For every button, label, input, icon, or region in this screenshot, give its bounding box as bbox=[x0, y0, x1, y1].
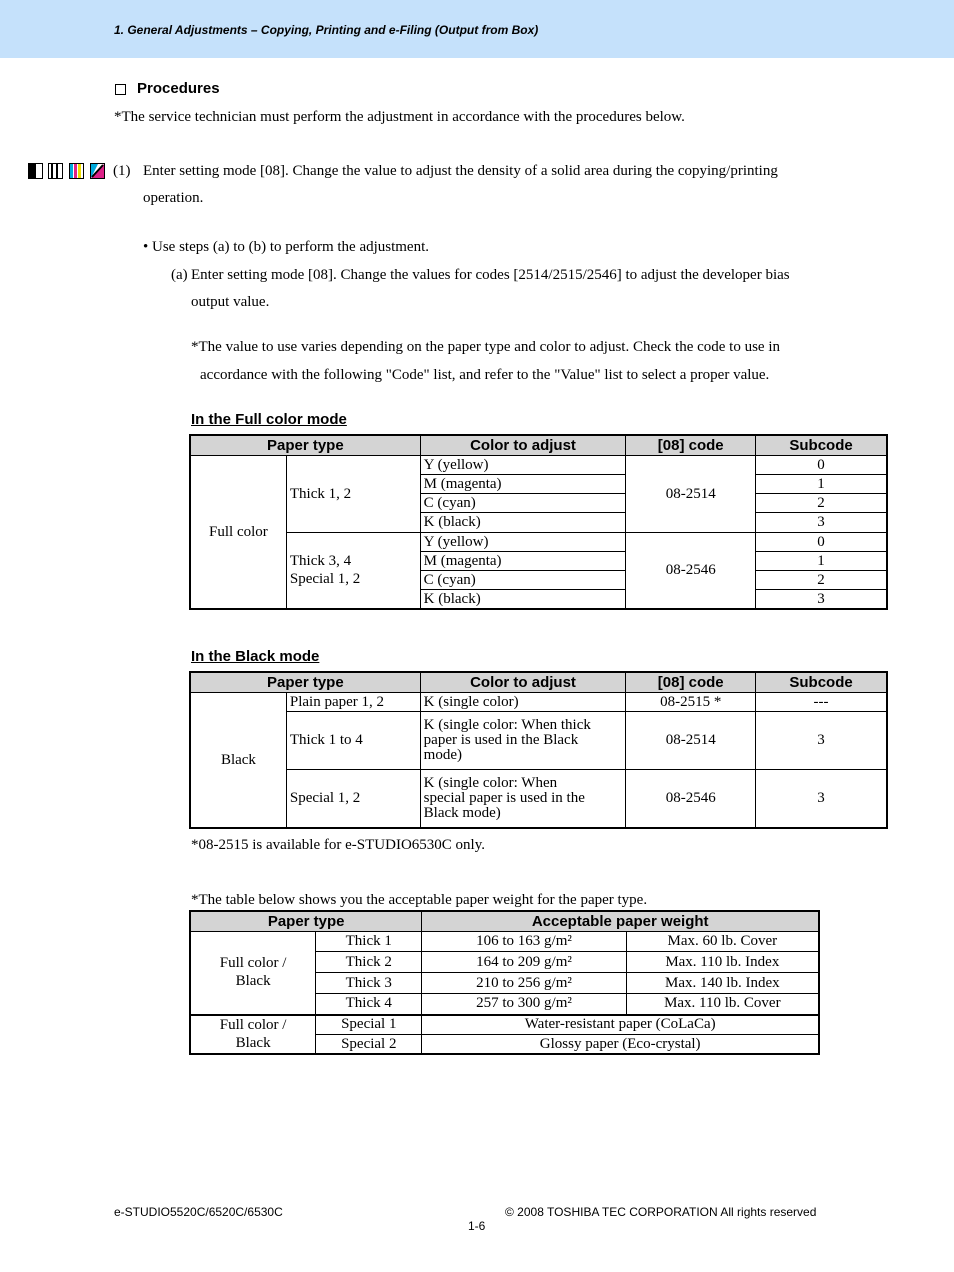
group-line: Full color / bbox=[219, 955, 287, 972]
header-acceptable-weight: Acceptable paper weight bbox=[422, 912, 819, 932]
code-cell: 08-2514 bbox=[626, 456, 756, 533]
color-line: K (single color: When bbox=[423, 775, 558, 791]
color-line: mode) bbox=[423, 747, 462, 763]
black-footnote: *08-2515 is available for e-STUDIO6530C only. bbox=[191, 837, 485, 853]
group-line: Full color / bbox=[219, 1016, 287, 1033]
value-note-line-1: *The value to use varies depending on the paper type and color to adjust. Check the code to use in bbox=[191, 339, 780, 355]
color-line: paper is used in the Black bbox=[423, 732, 579, 748]
header-subcode: Subcode bbox=[756, 436, 887, 456]
color-line: Black mode) bbox=[423, 805, 501, 821]
step-line-2: operation. bbox=[143, 190, 204, 206]
metric-weight-cell: 257 to 300 g/m² bbox=[422, 994, 626, 1015]
black-mode-heading: In the Black mode bbox=[191, 648, 320, 665]
color-line: K (single color: When thick bbox=[423, 717, 591, 733]
subcode-cell: --- bbox=[756, 693, 887, 712]
header-paper-type: Paper type bbox=[191, 436, 421, 456]
paper-cell: Thick 2 bbox=[316, 952, 422, 973]
paper-weight-table bbox=[190, 911, 819, 1054]
group-black: Black bbox=[191, 693, 287, 828]
step-line-1: Enter setting mode [08]. Change the value to adjust the density of a solid area during the copying/printing bbox=[143, 163, 778, 179]
weight-intro: *The table below shows you the acceptable paper weight for the paper type. bbox=[191, 892, 648, 908]
paper-cell: Thick 1 bbox=[316, 932, 422, 952]
color-cell: Y (yellow) bbox=[420, 456, 626, 475]
header-code: [08] code bbox=[626, 673, 756, 693]
imperial-weight-cell: Max. 110 lb. Index bbox=[626, 952, 818, 973]
color-cell: M (magenta) bbox=[420, 475, 626, 494]
color-cell: C (cyan) bbox=[420, 494, 626, 513]
footer-model: e-STUDIO5520C/6520C/6530C bbox=[114, 1205, 283, 1219]
code-cell: 08-2546 bbox=[626, 770, 756, 828]
footer-page-number: 1-6 bbox=[468, 1219, 486, 1233]
header-title: 1. General Adjustments – Copying, Printing and e-Filing (Output from Box) bbox=[114, 23, 539, 37]
color-mode-icons bbox=[28, 163, 110, 179]
paper-thick-1-2: Thick 1, 2 bbox=[286, 456, 420, 533]
substep-a-label: (a) bbox=[171, 267, 188, 283]
color-cell: M (magenta) bbox=[420, 552, 626, 571]
paper-cell: Special 2 bbox=[316, 1035, 422, 1054]
footer-copyright: © 2008 TOSHIBA TEC CORPORATION All rights reserved bbox=[505, 1205, 817, 1219]
color-cell bbox=[420, 712, 626, 770]
substep-a-line-2: output value. bbox=[191, 294, 270, 310]
paper-line: Special 1, 2 bbox=[289, 571, 361, 587]
procedures-heading: Procedures bbox=[137, 80, 220, 97]
color-cell: K (black) bbox=[420, 590, 626, 609]
header-subcode: Subcode bbox=[756, 673, 887, 693]
header-code: [08] code bbox=[626, 436, 756, 456]
code-cell: 08-2514 bbox=[626, 712, 756, 770]
paper-cell: Thick 1 to 4 bbox=[286, 712, 420, 770]
subcode-cell: 1 bbox=[756, 552, 887, 571]
header-paper-type: Paper type bbox=[191, 673, 421, 693]
metric-weight-cell: 164 to 209 g/m² bbox=[422, 952, 626, 973]
subcode-cell: 0 bbox=[756, 533, 887, 552]
header-color-to-adjust: Color to adjust bbox=[420, 436, 626, 456]
value-note-line-2: accordance with the following "Code" list, and refer to the "Value" list to select a proper value. bbox=[200, 367, 770, 383]
code-cell: 08-2515 * bbox=[626, 693, 756, 712]
subcode-cell: 3 bbox=[756, 590, 887, 609]
imperial-weight-cell: Max. 140 lb. Index bbox=[626, 973, 818, 994]
subcode-cell: 3 bbox=[756, 712, 887, 770]
color-cell: K (single color) bbox=[420, 693, 626, 712]
paper-thick-3-4-special bbox=[286, 533, 420, 609]
header-paper-type: Paper type bbox=[191, 912, 422, 932]
mode-icon-strip bbox=[28, 163, 110, 179]
checkbox-bullet-icon bbox=[115, 84, 126, 95]
special-weight-cell: Water-resistant paper (CoLaCa) bbox=[422, 1015, 819, 1035]
paper-cell: Thick 4 bbox=[316, 994, 422, 1015]
paper-cell: Thick 3 bbox=[316, 973, 422, 994]
color-cell: C (cyan) bbox=[420, 571, 626, 590]
special-weight-cell: Glossy paper (Eco-crystal) bbox=[422, 1035, 819, 1054]
full-color-table bbox=[190, 435, 887, 609]
color-cell bbox=[420, 770, 626, 828]
color-cell: Y (yellow) bbox=[420, 533, 626, 552]
subcode-cell: 2 bbox=[756, 494, 887, 513]
subcode-cell: 0 bbox=[756, 456, 887, 475]
group-full-color: Full color bbox=[191, 456, 287, 609]
paper-cell: Special 1, 2 bbox=[286, 770, 420, 828]
black-mode-table bbox=[190, 672, 887, 828]
subcode-cell: 3 bbox=[756, 513, 887, 533]
metric-weight-cell: 210 to 256 g/m² bbox=[422, 973, 626, 994]
substep-a-line-1: Enter setting mode [08]. Change the values for codes [2514/2515/2546] to adjust the developer bias bbox=[191, 267, 790, 283]
bullet-steps: • Use steps (a) to (b) to perform the adjustment. bbox=[143, 239, 430, 255]
imperial-weight-cell: Max. 60 lb. Cover bbox=[626, 932, 818, 952]
subcode-cell: 2 bbox=[756, 571, 887, 590]
header-color-to-adjust: Color to adjust bbox=[420, 673, 626, 693]
group-line: Black bbox=[235, 973, 271, 990]
procedures-note: *The service technician must perform the adjustment in accordance with the procedures below. bbox=[114, 109, 685, 125]
imperial-weight-cell: Max. 110 lb. Cover bbox=[626, 994, 818, 1015]
group-full-color-black bbox=[191, 932, 316, 1015]
subcode-cell: 3 bbox=[756, 770, 887, 828]
color-line: special paper is used in the bbox=[423, 790, 585, 806]
code-cell: 08-2546 bbox=[626, 533, 756, 609]
paper-line: Thick 3, 4 bbox=[289, 553, 352, 569]
group-full-color-black-special bbox=[191, 1015, 316, 1054]
paper-cell: Plain paper 1, 2 bbox=[286, 693, 420, 712]
step-number: (1) bbox=[113, 163, 131, 179]
full-color-heading: In the Full color mode bbox=[191, 411, 347, 428]
subcode-cell: 1 bbox=[756, 475, 887, 494]
color-cell: K (black) bbox=[420, 513, 626, 533]
paper-cell: Special 1 bbox=[316, 1015, 422, 1035]
group-line: Black bbox=[235, 1034, 271, 1051]
metric-weight-cell: 106 to 163 g/m² bbox=[422, 932, 626, 952]
